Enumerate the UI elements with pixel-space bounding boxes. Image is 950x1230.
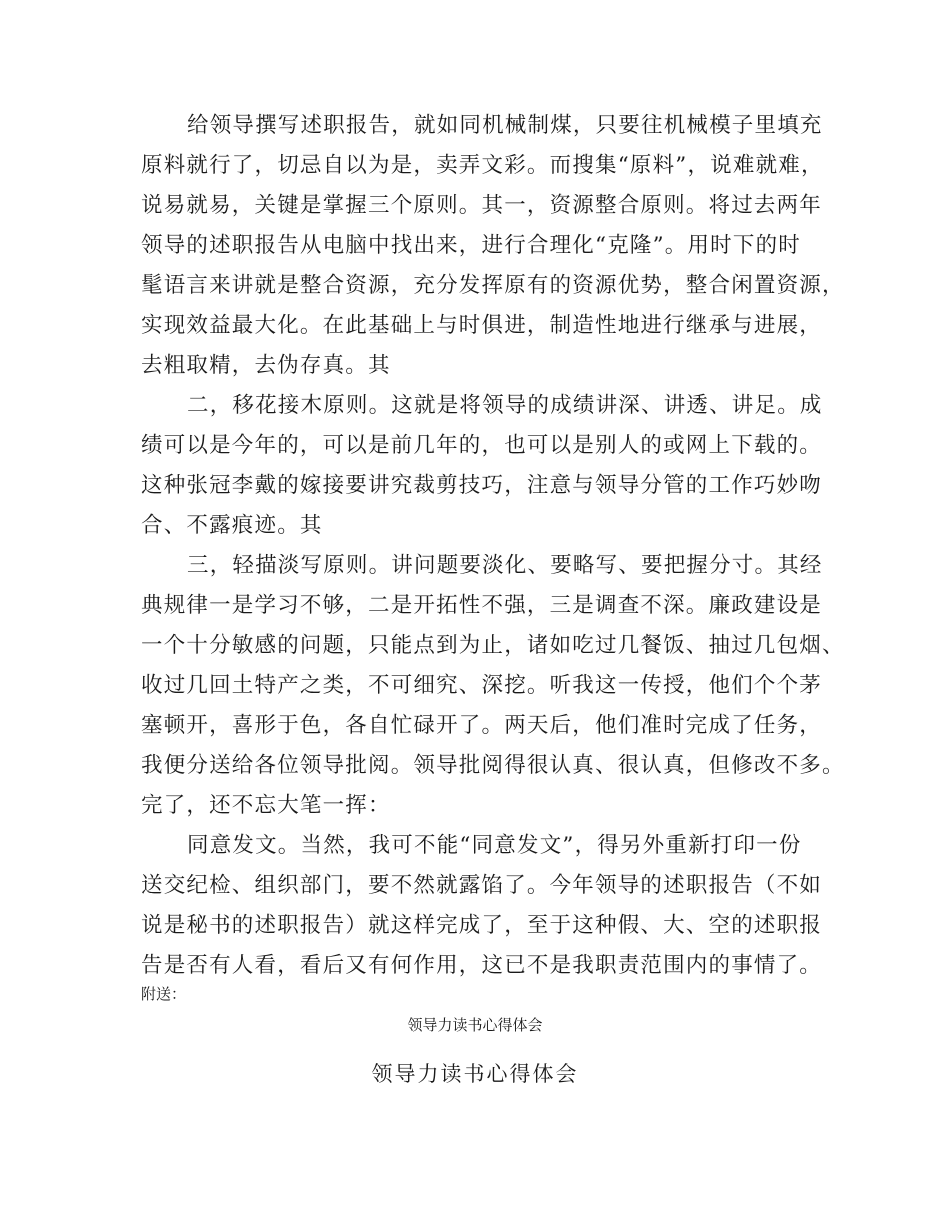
text-line: 绩可以是今年的，可以是前几年的，也可以是别人的或网上下载的。 <box>141 433 823 458</box>
text-line: 原料就行了，切忌自以为是，卖弄文彩。而搜集“原料”，说难就难， <box>141 153 824 178</box>
paragraph-2 <box>141 386 823 546</box>
appendix-label: 附送： <box>141 985 187 1003</box>
appendix-subtitle: 领导力读书心得体会 <box>407 1016 543 1034</box>
text-line: 去粗取精，去伪存真。其 <box>141 353 391 378</box>
paragraph-3 <box>141 546 845 826</box>
text-line: 说是秘书的述职报告）就这样完成了，至于这种假、大、空的述职报 <box>141 913 823 938</box>
text-line: 一个十分敏感的问题，只能点到为止，诸如吃过几餐饭、抽过几包烟、 <box>141 633 845 658</box>
text-line: 告是否有人看，看后又有何作用，这已不是我职责范围内的事情了。 <box>141 953 823 978</box>
text-line: 收过几回土特产之类，不可细究、深挖。听我这一传授，他们个个茅 <box>141 673 823 698</box>
paragraph-4 <box>141 826 823 986</box>
text-line: 给领导撰写述职报告，就如同机械制煤，只要往机械模子里填充 <box>187 113 823 138</box>
text-line: 实现效益最大化。在此基础上与时俱进，制造性地进行继承与进展， <box>141 313 823 338</box>
text-line: 合、不露痕迹。其 <box>141 513 323 538</box>
text-line: 领导的述职报告从电脑中找出来，进行合理化“克隆”。用时下的时 <box>141 233 801 258</box>
text-line: 我便分送给各位领导批阅。领导批阅得很认真、很认真，但修改不多。 <box>141 753 845 778</box>
text-line: 髦语言来讲就是整合资源，充分发挥原有的资源优势，整合闲置资源， <box>141 273 845 298</box>
text-line: 同意发文。当然，我可不能“同意发文”，得另外重新打印一份 <box>187 833 802 858</box>
body-text <box>141 106 845 986</box>
paragraph-1 <box>141 106 845 386</box>
text-line: 完了，还不忘大笔一挥： <box>141 793 391 818</box>
text-line: 说易就易，关键是掌握三个原则。其一，资源整合原则。将过去两年 <box>141 193 823 218</box>
text-line: 三，轻描淡写原则。讲问题要淡化、要略写、要把握分寸。其经 <box>187 553 823 578</box>
text-line: 塞顿开，喜形于色，各自忙碌开了。两天后，他们准时完成了任务， <box>141 713 823 738</box>
text-line: 二，移花接木原则。这就是将领导的成绩讲深、讲透、讲足。成 <box>187 393 823 418</box>
text-line: 送交纪检、组织部门，要不然就露馅了。今年领导的述职报告（不如 <box>141 873 823 898</box>
text-line: 典规律一是学习不够，二是开拓性不强，三是调查不深。廉政建设是 <box>141 593 823 618</box>
text-line: 这种张冠李戴的嫁接要讲究裁剪技巧，注意与领导分管的工作巧妙吻 <box>141 473 823 498</box>
appendix-title: 领导力读书心得体会 <box>371 1062 579 1086</box>
